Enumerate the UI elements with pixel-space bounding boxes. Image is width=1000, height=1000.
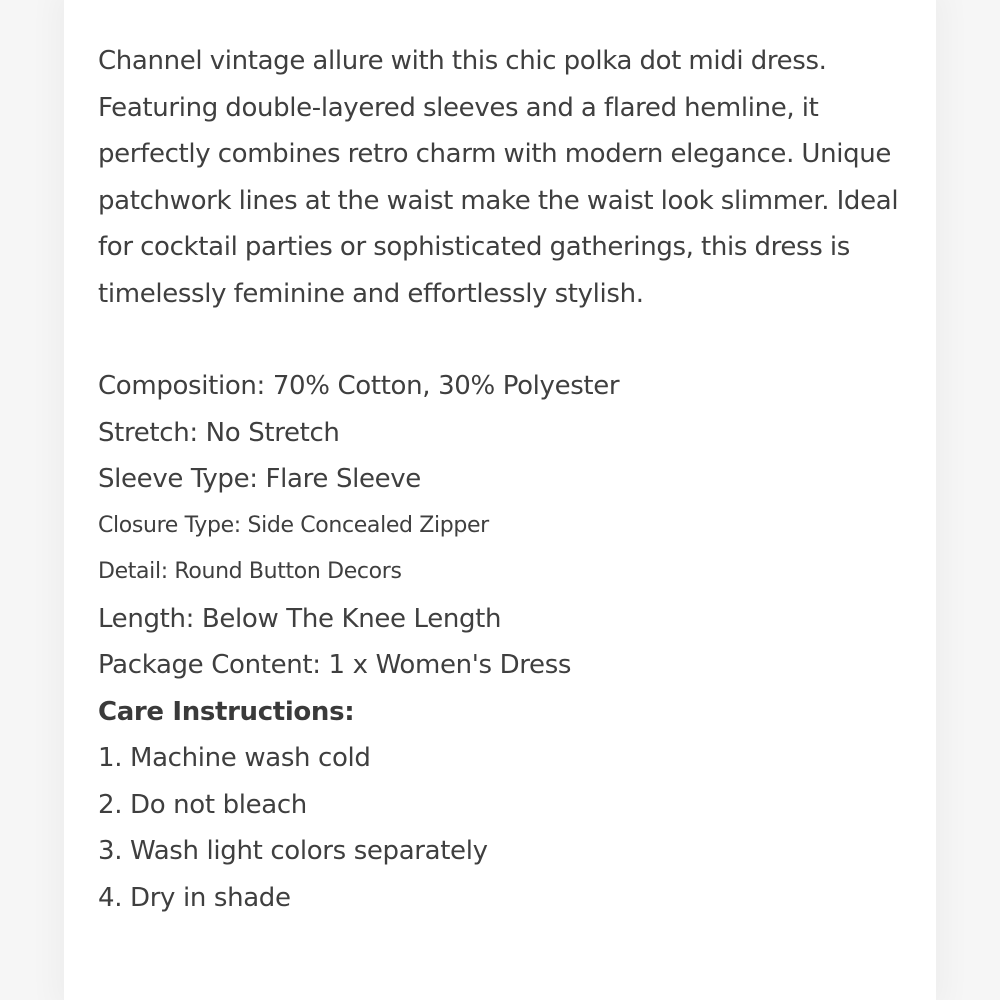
care-item: 3. Wash light colors separately [98, 836, 488, 866]
spec-length: Length: Below The Knee Length [98, 603, 502, 634]
care-item: 4. Dry in shade [98, 882, 291, 913]
care-item: 2. Do not bleach [98, 789, 307, 820]
product-details [98, 38, 928, 921]
care-item: 1. Machine wash cold [98, 743, 371, 773]
care-instructions-heading: Care Instructions: [98, 696, 355, 727]
product-specs [98, 363, 928, 921]
product-description: Channel vintage allure with this chic polka dot midi dress. Featuring double-layered sleeves and a flared hemline, it perfectly combines retro charm with modern elegance. Unique patchwork lines at the waist make the waist look slimmer. Ideal for cocktail parties or sophisticated gatherings, this dress is timelessly feminine and effortlessly stylish. [98, 46, 899, 309]
spec-stretch: Stretch: No Stretch [98, 417, 340, 448]
spec-detail: Detail: Round Button Decors [98, 559, 402, 584]
spec-closure-type: Closure Type: Side Concealed Zipper [98, 512, 489, 538]
spec-composition: Composition: 70% Cotton, 30% Polyester [98, 371, 620, 401]
spec-package-content: Package Content: 1 x Women's Dress [98, 650, 572, 680]
spec-sleeve-type: Sleeve Type: Flare Sleeve [98, 464, 421, 494]
